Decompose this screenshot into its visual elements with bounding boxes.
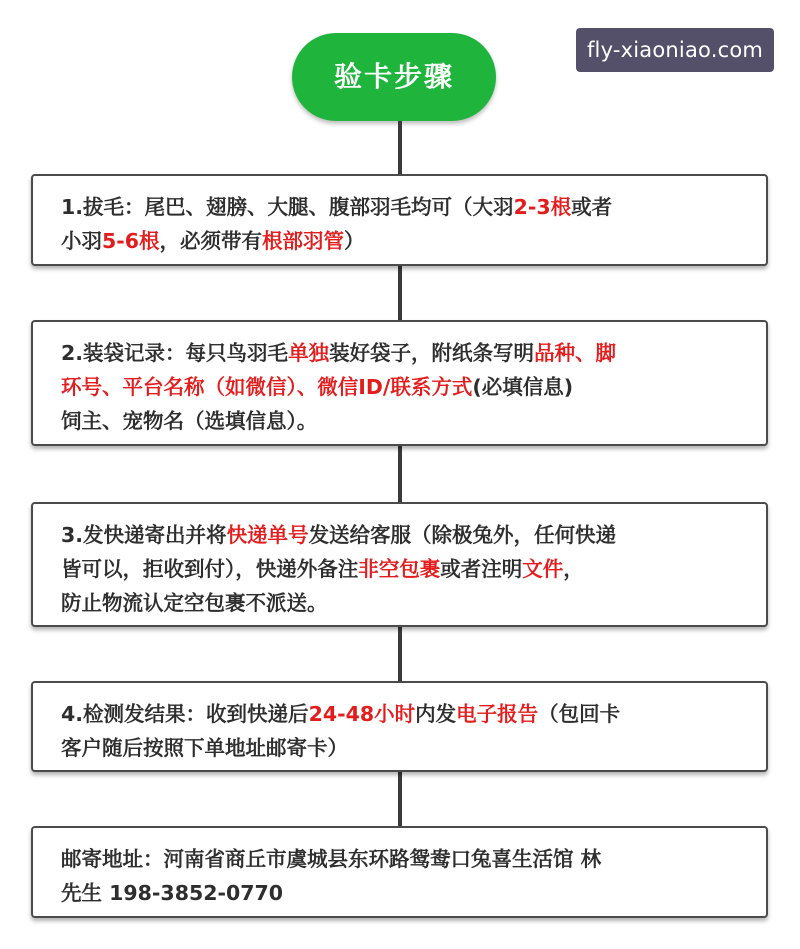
highlight-text: 非空包裹 [358, 557, 441, 581]
step-segment: 皆可以，拒收到付），快递外备注 [61, 557, 359, 581]
step-text [61, 518, 740, 620]
step-segment: 发送给客服（除极兔外，任何快递 [308, 523, 617, 547]
highlight-text: 24-48小时 [308, 702, 416, 726]
step-segment: 或者 [571, 195, 613, 219]
highlight-text: 快递单号 [226, 523, 309, 547]
step-segment: 或者注明 [440, 557, 523, 581]
step-text [61, 697, 740, 765]
highlight-text: 电子报告 [456, 702, 539, 726]
step-segment: 装好袋子，附纸条写明 [329, 341, 535, 365]
connector-line [398, 266, 402, 320]
step-segment: 4.检测发结果：收到快递后 [61, 702, 309, 726]
flow-title: 验卡步骤 [292, 33, 496, 121]
highlight-text: 文件 [522, 557, 564, 581]
connector-line [398, 772, 402, 826]
highlight-text: 2-3根 [513, 195, 572, 219]
step-box-1 [31, 174, 768, 266]
watermark-label: fly-xiaoniao.com [576, 28, 774, 72]
highlight-text: 5-6根 [102, 229, 160, 253]
step-segment: 饲主、宠物名（选填信息）。 [61, 409, 318, 433]
step-box-2 [31, 320, 768, 446]
step-segment: 1.拔毛：尾巴、翅膀、大腿、腹部羽毛均可（大羽 [61, 195, 514, 219]
step-text [61, 336, 740, 438]
connector-line [398, 121, 402, 174]
highlight-text: 品种、脚 [534, 341, 617, 365]
step-segment: 内发 [415, 702, 457, 726]
step-segment: ） [344, 229, 365, 253]
highlight-text: 根部羽管 [262, 229, 345, 253]
connector-line [398, 627, 402, 681]
step-segment: (必填信息) [472, 375, 574, 399]
step-segment: ，必须带有 [159, 229, 263, 253]
step-segment: 先生 198-3852-0770 [61, 881, 284, 905]
step-segment: 3.发快递寄出并将 [61, 523, 227, 547]
step-box-3 [31, 502, 768, 627]
step-box-4 [31, 681, 768, 772]
highlight-text: 环号、平台名称（如微信）、微信ID/联系方式 [61, 375, 473, 399]
connector-line [398, 446, 402, 502]
step-segment: 防止物流认定空包裹不派送。 [61, 591, 328, 615]
highlight-text: 单独 [288, 341, 330, 365]
step-text [61, 190, 740, 258]
step-segment: 2.装袋记录：每只鸟羽毛 [61, 341, 289, 365]
step-segment: 客户随后按照下单地址邮寄卡） [61, 736, 348, 760]
step-segment: ， [563, 557, 584, 581]
step-segment: 邮寄地址：河南省商丘市虞城县东环路鸳鸯口兔喜生活馆 林 [61, 847, 602, 871]
step-segment: （包回卡 [538, 702, 621, 726]
step-segment: 小羽 [61, 229, 102, 253]
step-box-address [31, 826, 768, 918]
step-text [61, 842, 740, 910]
